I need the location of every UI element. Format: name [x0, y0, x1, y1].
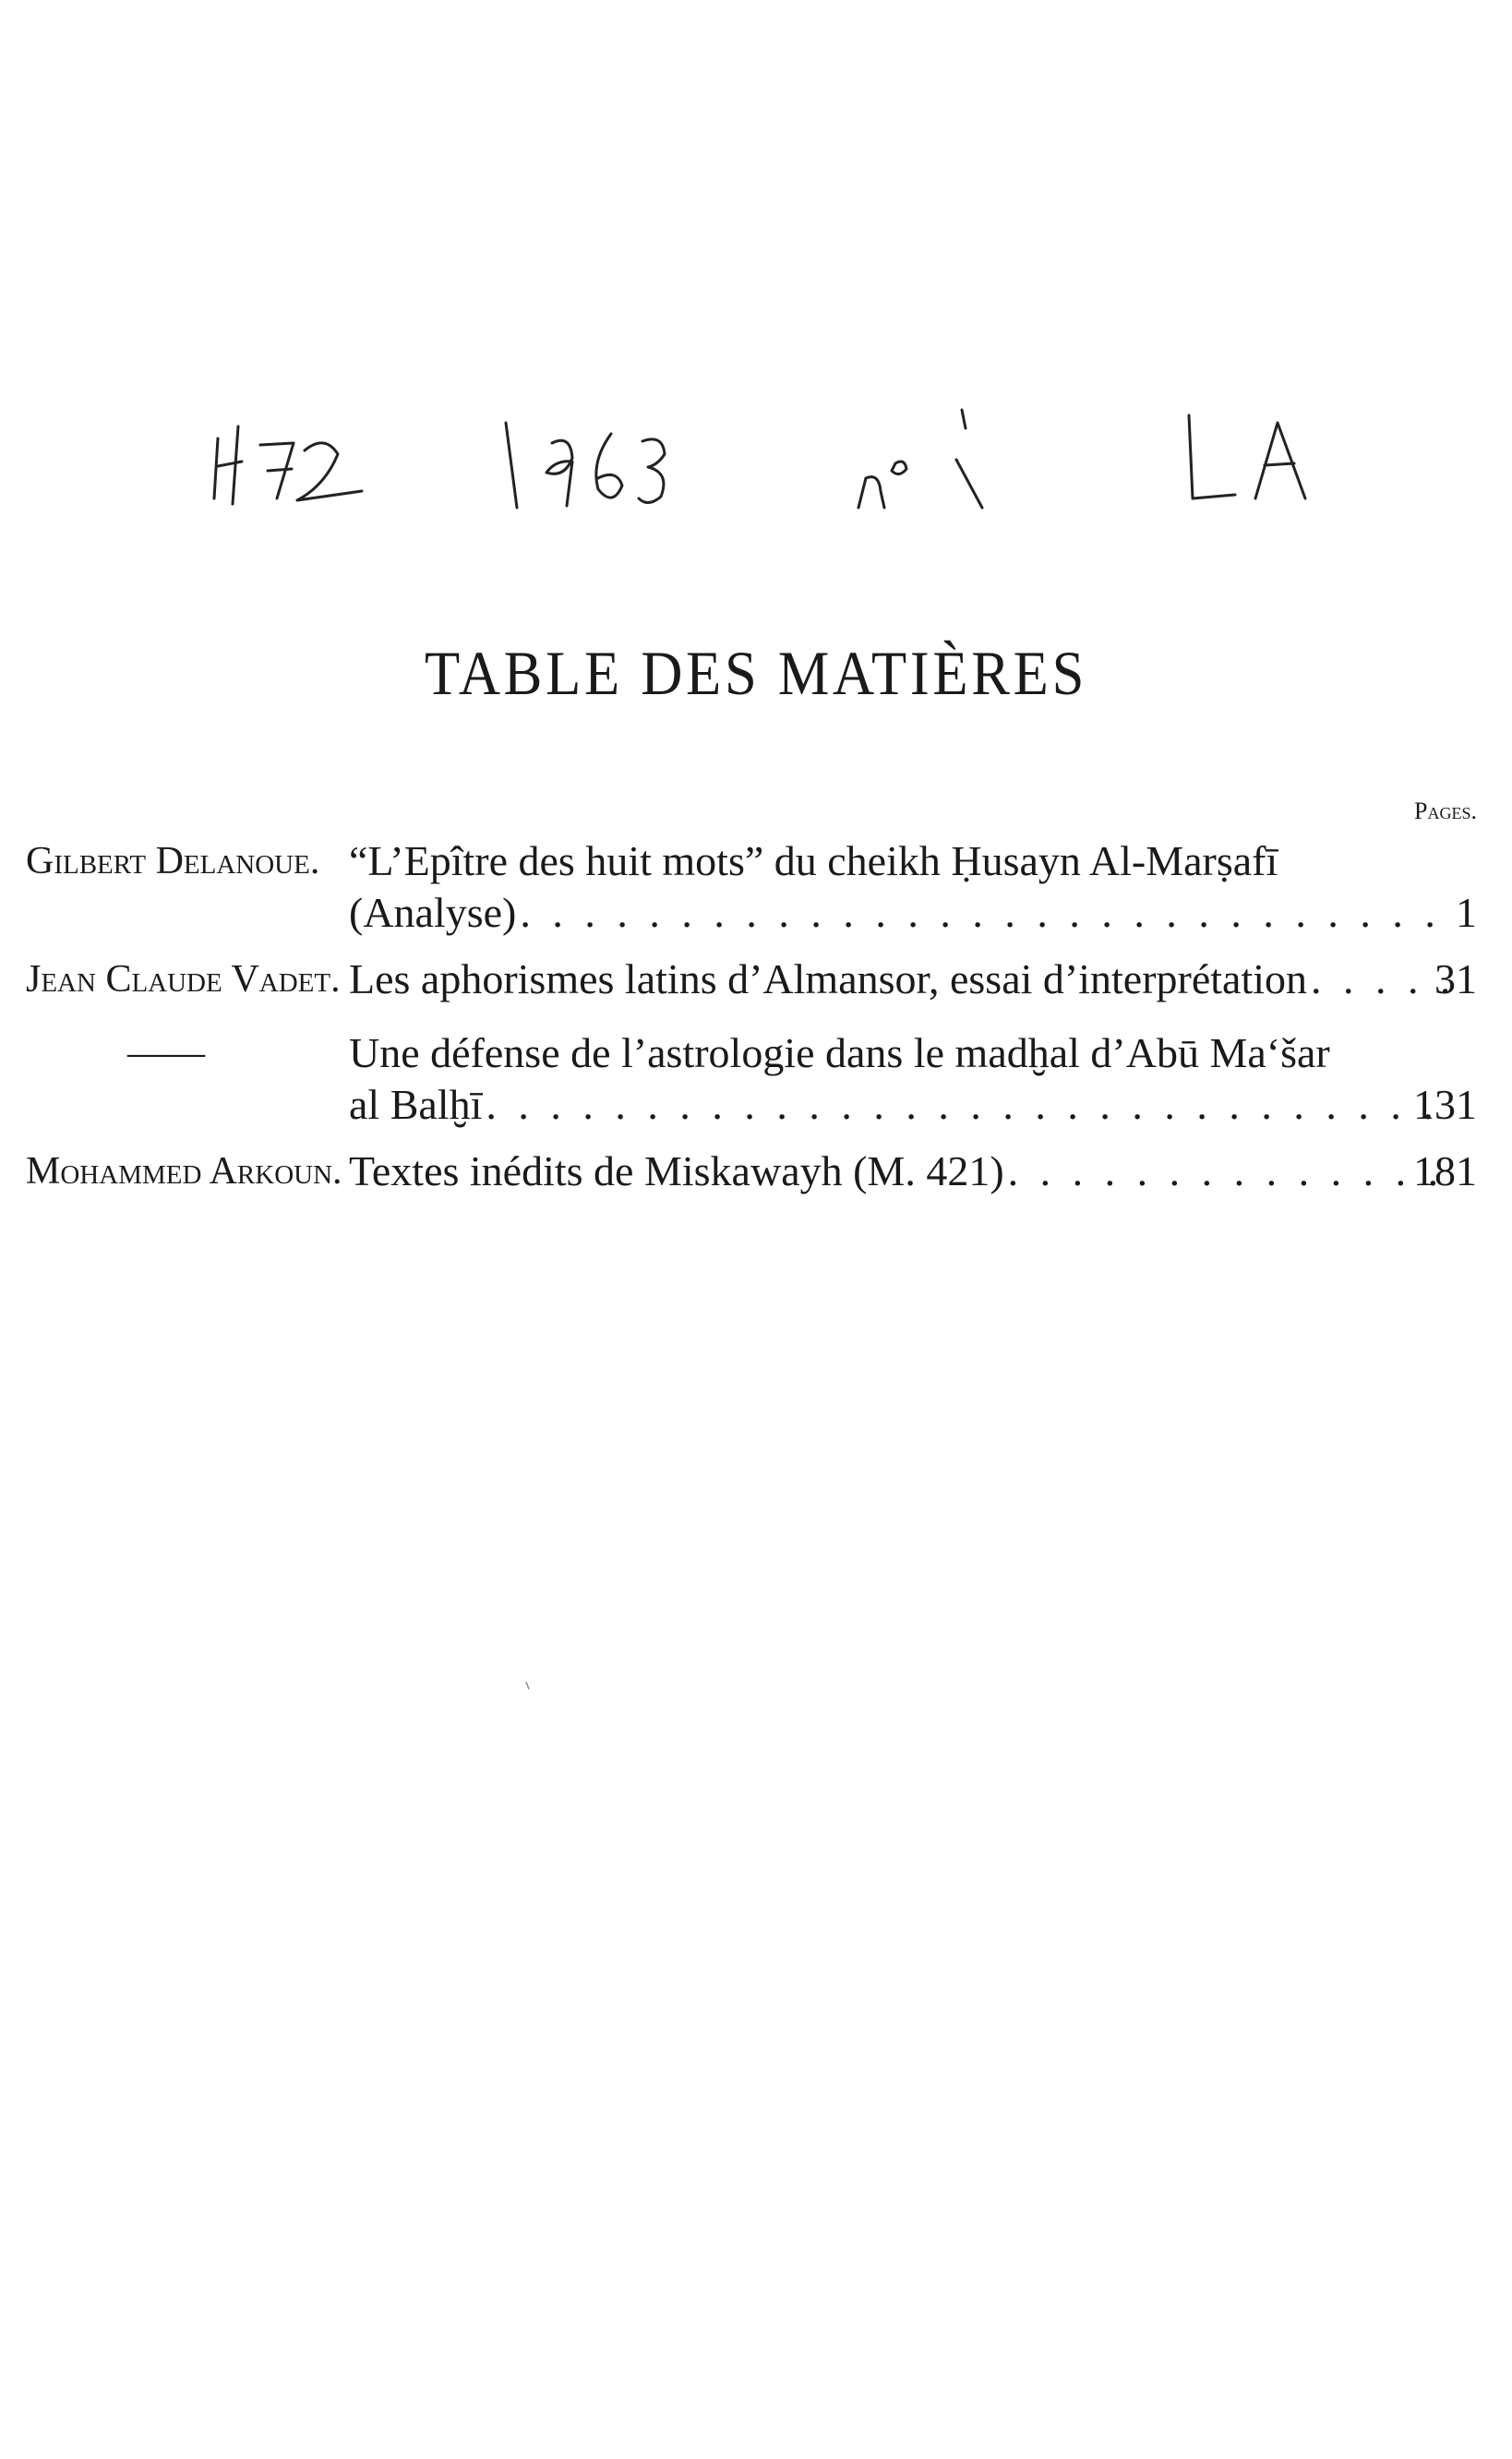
dot-leader — [1008, 1146, 1447, 1197]
entry-title-line: “L’Epître des huit mots” du cheikh Ḥusayn Al-Marṣafī — [349, 837, 1278, 884]
toc-entry — [0, 954, 1512, 1005]
entry-title — [349, 1027, 1455, 1131]
entry-page-number: 181 — [1413, 1147, 1477, 1194]
toc-entry — [0, 1146, 1512, 1197]
handwritten-note — [0, 369, 1512, 526]
dot-leader — [520, 887, 1447, 939]
page-title: TABLE DES MATIÈRES — [424, 638, 1088, 708]
entry-author-ditto: —— — [127, 1032, 205, 1074]
entry-author: Mohammed Arkoun. — [26, 1150, 342, 1193]
entry-page-number: 31 — [1434, 955, 1477, 1002]
pages-column-label: Pages. — [1414, 798, 1477, 824]
entry-title — [349, 1146, 1455, 1197]
entry-author: Jean Claude Vadet. — [26, 958, 341, 1001]
toc-entry — [0, 835, 1512, 939]
stray-mark — [522, 1680, 535, 1693]
toc-entry — [0, 1027, 1512, 1131]
entry-author: Gilbert Delanoue. — [26, 840, 320, 882]
entry-title — [349, 954, 1455, 1005]
entry-title-line: Les aphorismes latins d’Almansor, essai d’interprétation — [349, 955, 1308, 1002]
entry-title — [349, 835, 1455, 939]
entry-title-line: Textes inédits de Miskawayh (M. 421) — [349, 1147, 1004, 1194]
table-of-contents — [0, 835, 1512, 1212]
dot-leader — [486, 1079, 1447, 1131]
entry-page-number: 131 — [1413, 1081, 1477, 1128]
entry-title-line: Une défense de l’astrologie dans le madḫal d’Abū Ma‘šar — [349, 1029, 1330, 1076]
entry-page-number: 1 — [1456, 889, 1477, 936]
entry-title-line: (Analyse) — [349, 889, 517, 936]
entry-title-line: al Balḫī — [349, 1081, 483, 1128]
